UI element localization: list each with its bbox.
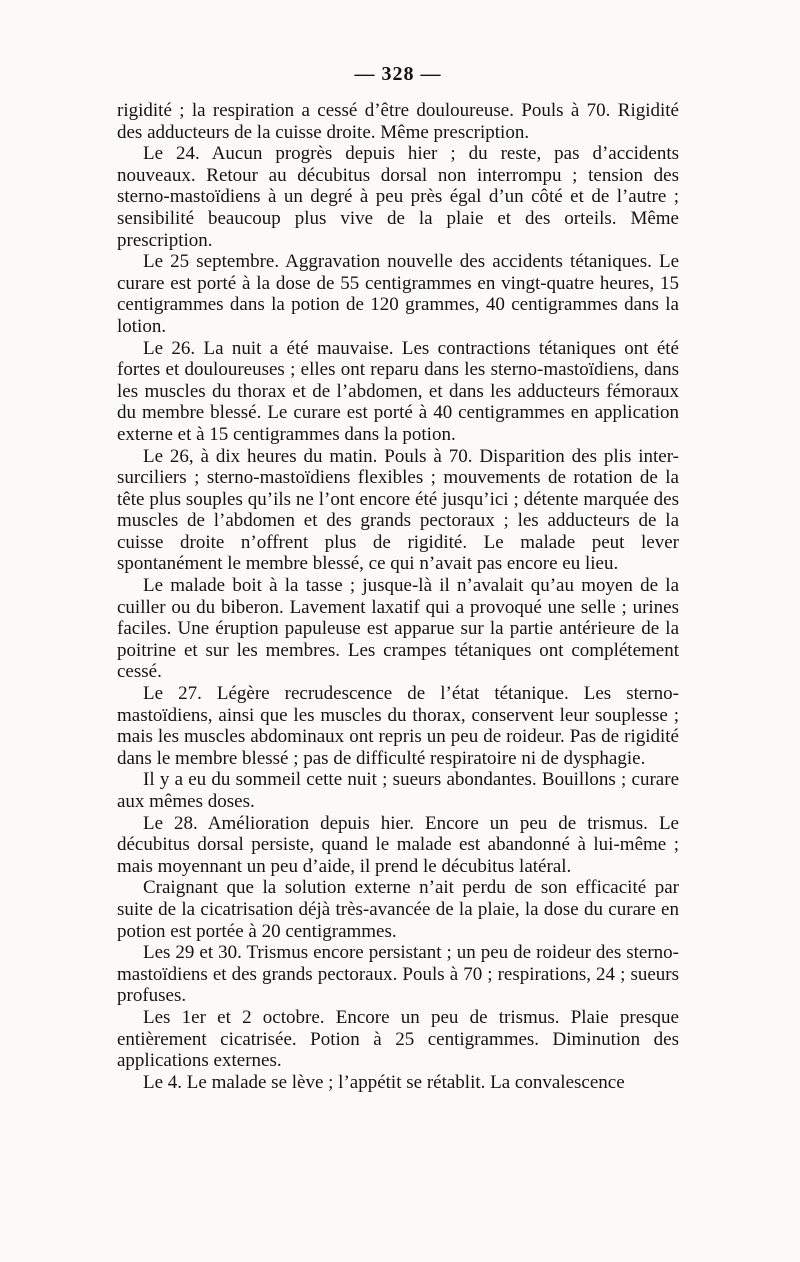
paragraph: Le malade boit à la tasse ; jusque-là il n’avalait qu’au moyen de la cuiller ou du biberon. Lavement laxatif qui a provoqué une selle ; urines faciles. Une éruption papuleuse est apparue sur la partie antérieure de la poitrine et sur les membres. Les crampes tétaniques ont complétement cessé. [117,575,679,683]
page-number: — 328 — [354,63,442,85]
paragraph: Le 26, à dix heures du matin. Pouls à 70. Disparition des plis inter-surciliers ; sterno-mastoïdiens flexibles ; mouvements de rotation de la tête plus souples qu’ils ne l’ont encore été jusqu’ici ; détente marquée des muscles de l’abdomen et des grands pectoraux ; les adducteurs de la cuisse droite n’offrent plus de rigidité. Le malade peut lever spontanément le membre blessé, ce qui n’avait pas encore eu lieu. [117,445,679,575]
paragraph: Craignant que la solution externe n’ait perdu de son efficacité par suite de la cicatrisation déjà très-avancée de la plaie, la dose du curare en potion est portée à 20 centigrammes. [117,877,679,942]
paragraph: Les 1er et 2 octobre. Encore un peu de trismus. Plaie presque entièrement cicatrisée. Potion à 25 centigrammes. Diminution des applications externes. [117,1006,679,1072]
paragraph: Le 24. Aucun progrès depuis hier ; du reste, pas d’accidents nouveaux. Retour au décubitus dorsal non interrompu ; tension des sterno-mastoïdiens à un degré à peu près égal d’un côté et de l’autre ; sensibilité beaucoup plus vive de la plaie et des orteils. Même prescription. [117,143,679,251]
paragraph: Les 29 et 30. Trismus encore persistant ; un peu de roideur des sterno-mastoïdiens et des grands pectoraux. Pouls à 70 ; respirations, 24 ; sueurs profuses. [117,942,679,1007]
paragraph: Le 26. La nuit a été mauvaise. Les contractions tétaniques ont été fortes et douloureuses ; elles ont reparu dans les sterno-mastoïdiens, dans les muscles du thorax et de l’abdomen, et dans les adducteurs fémoraux du membre blessé. Le curare est porté à 40 centigrammes en application externe et à 15 centigrammes dans la potion. [117,337,679,445]
paragraph: Il y a eu du sommeil cette nuit ; sueurs abondantes. Bouillons ; curare aux mêmes doses. [117,769,679,812]
paragraph: Le 28. Amélioration depuis hier. Encore un peu de trismus. Le décubitus dorsal persiste, quand le malade est abandonné à lui-même ; mais moyennant un peu d’aide, il prend le décubitus latéral. [117,812,679,877]
paragraph: Le 4. Le malade se lève ; l’appétit se rétablit. La convalescence [143,1071,625,1093]
paragraph: rigidité ; la respiration a cessé d’être douloureuse. Pouls à 70. Rigidité des adducteurs de la cuisse droite. Même prescription. [117,100,679,143]
body-text [117,100,679,1093]
paragraph: Le 25 septembre. Aggravation nouvelle des accidents tétaniques. Le curare est porté à la dose de 55 centigrammes en vingt-quatre heures, 15 centigrammes dans la potion de 120 grammes, 40 centigrammes dans la lotion. [117,251,679,337]
paragraph: Le 27. Légère recrudescence de l’état tétanique. Les sterno-mastoïdiens, ainsi que les muscles du thorax, conservent leur souplesse ; mais les muscles abdominaux ont repris un peu de roideur. Pas de rigidité dans le membre blessé ; pas de difficulté respiratoire ni de dysphagie. [117,683,679,769]
book-page [117,56,679,1093]
